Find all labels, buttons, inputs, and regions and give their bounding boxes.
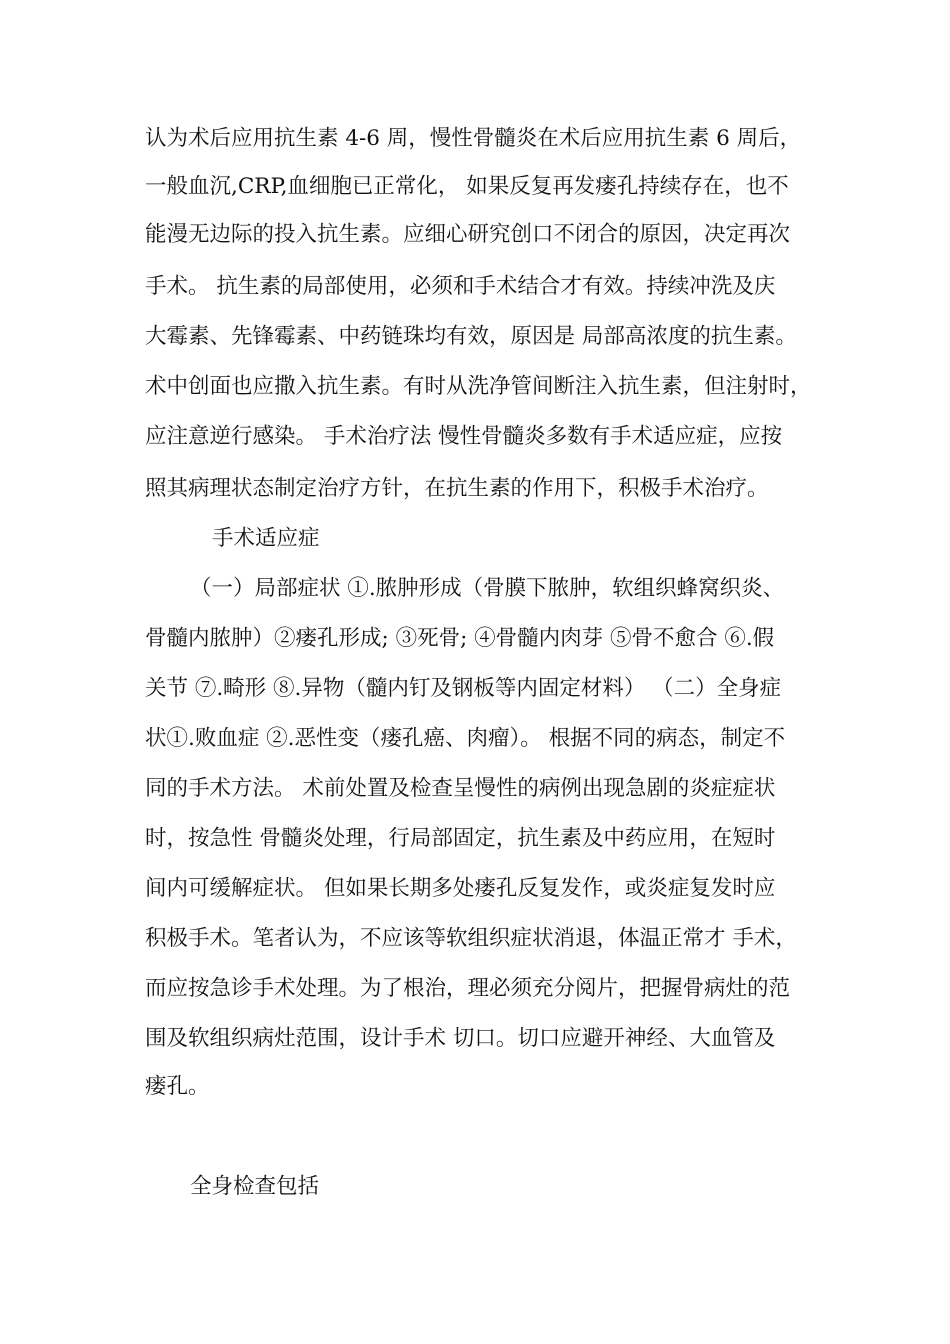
paragraph-line: 时，按急性 骨髓炎处理，行局部固定，抗生素及中药应用，在短时 (145, 826, 776, 851)
paragraph-line: 应注意逆行感染。 手术治疗法 慢性骨髓炎多数有手术适应症，应按 (145, 424, 783, 449)
paragraph-line: 间内可缓解症状。 但如果长期多处瘘孔反复发作，或炎症复发时应 (145, 876, 776, 901)
paragraph-line: 关节 ⑦.畸形 ⑧.异物（髓内钉及钢板等内固定材料） （二）全身症 (145, 676, 782, 701)
paragraph-line: 大霉素、先锋霉素、中药链珠均有效，原因是 局部高浓度的抗生素。 (145, 324, 797, 349)
paragraph-line: 状①.败血症 ②.恶性变（瘘孔癌、肉瘤）。 根据不同的病态，制定不 (145, 726, 786, 751)
paragraph-line: 照其病理状态制定治疗方针，在抗生素的作用下，积极手术治疗。 (145, 476, 769, 501)
paragraph-line: 骨髓内脓肿）②瘘孔形成; ③死骨; ④骨髓内肉芽 ⑤骨不愈合 ⑥.假 (145, 626, 775, 651)
paragraph-line: 认为术后应用抗生素 4-6 周，慢性骨髓炎在术后应用抗生素 6 周后， (145, 126, 802, 151)
paragraph-line: 术中创面也应撒入抗生素。有时从洗净管间断注入抗生素，但注射时， (145, 374, 812, 399)
paragraph-line: 一般血沉,CRP,血细胞已正常化， 如果反复再发瘘孔持续存在，也不 (145, 174, 789, 199)
paragraph-line: 围及软组织病灶范围，设计手术 切口。切口应避开神经、大血管及 (145, 1026, 776, 1051)
paragraph-line: （一）局部症状 ①.脓肿形成（骨膜下脓肿，软组织蜂窝织炎、 (190, 576, 785, 601)
section-heading-general-exam: 全身检查包括 (190, 1174, 320, 1199)
paragraph-line: 而应按急诊手术处理。为了根治，理必须充分阅片，把握骨病灶的范 (145, 976, 791, 1001)
paragraph-line: 手术。 抗生素的局部使用，必须和手术结合才有效。持续冲洗及庆 (145, 274, 776, 299)
paragraph-line: 能漫无边际的投入抗生素。应细心研究创口不闭合的原因，决定再次 (145, 222, 791, 247)
paragraph-line: 瘘孔。 (145, 1074, 210, 1099)
paragraph-line: 积极手术。笔者认为，不应该等软组织症状消退，体温正常才 手术， (145, 926, 797, 951)
section-heading-indications: 手术适应症 (212, 526, 320, 551)
paragraph-line: 同的手术方法。 术前处置及检查呈慢性的病例出现急剧的炎症症状 (145, 776, 776, 801)
